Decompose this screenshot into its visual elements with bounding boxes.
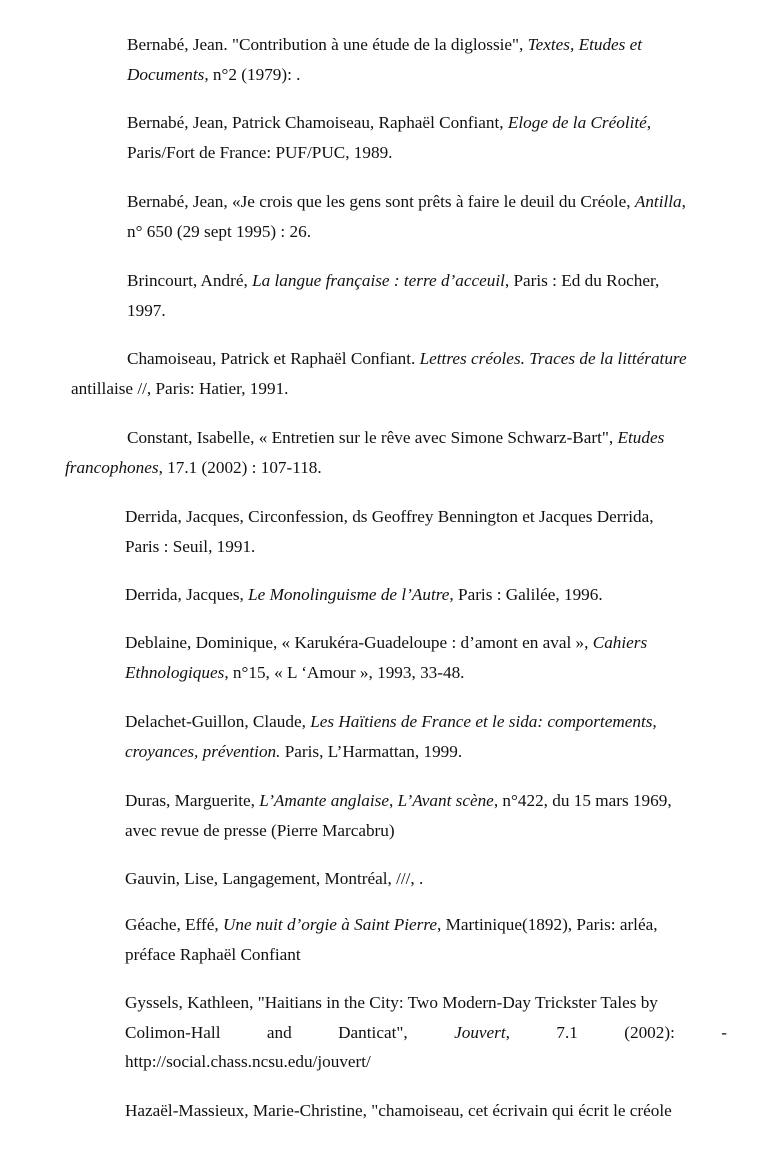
- bib-entry-brincourt: [127, 266, 727, 325]
- entry-text: , 17.1 (2002) : 107-118.: [158, 457, 322, 477]
- entry-line: préface Raphaël Confiant: [125, 944, 301, 964]
- entry-title: Les Haïtiens de France et le sida: comportements,: [310, 712, 657, 731]
- entry-line: [127, 60, 727, 90]
- entry-text: Gauvin, Lise, Langagement, Montréal, ///, .: [125, 869, 424, 888]
- entry-text: , n°15, « L ‘Amour », 1993, 33-48.: [224, 662, 465, 682]
- entry-line: Paris/Fort de France: PUF/PUC, 1989.: [127, 142, 393, 162]
- entry-title: Antilla: [634, 192, 682, 211]
- entry-text: Gyssels, Kathleen, "Haitians in the City: Two Modern-Day Trickster Tales by: [125, 993, 658, 1012]
- entry-url: http://social.chass.ncsu.edu/jouvert/: [125, 1052, 371, 1071]
- entry-text: , Paris : Galilée, 1996.: [449, 585, 603, 604]
- bib-entry-constant: [65, 423, 727, 482]
- entry-line: [125, 1018, 727, 1048]
- entry-line: [125, 737, 727, 767]
- entry-text: , 7.1 (2002): -: [505, 1022, 728, 1042]
- entry-text: Constant, Isabelle, « Entretien sur le rêve avec Simone Schwarz-Bart",: [127, 428, 618, 447]
- entry-line: 1997.: [127, 300, 166, 320]
- entry-title: Eloge de la Créolité: [507, 113, 647, 132]
- entry-text: Delachet-Guillon, Claude,: [125, 712, 311, 731]
- entry-line: [125, 658, 727, 688]
- entry-title: La langue française : terre d’acceuil: [252, 271, 505, 290]
- bib-entry-bernabe-1979: [127, 30, 727, 89]
- entry-text: , Paris: Hatier, 1991.: [146, 378, 289, 398]
- entry-line: avec revue de presse (Pierre Marcabru): [125, 820, 395, 840]
- entry-title: Jouvert: [454, 1022, 506, 1042]
- entry-text: , Martinique(1892), Paris: arléa,: [437, 915, 658, 934]
- entry-text: Bernabé, Jean, Patrick Chamoiseau, Raphaël Confiant,: [127, 113, 508, 132]
- entry-title: Cahiers: [592, 633, 648, 652]
- bib-entry-gyssels: [125, 988, 727, 1077]
- entry-title: Textes, Etudes et: [527, 35, 643, 54]
- entry-text: Paris, L’Harmattan, 1999.: [280, 741, 463, 761]
- entry-title: croyances, prévention.: [125, 741, 281, 761]
- entry-title: Etudes: [617, 428, 665, 447]
- bib-entry-delachet-guillon: [125, 707, 727, 766]
- entry-text: Chamoiseau, Patrick et Raphaël Confiant.: [127, 349, 420, 368]
- entry-title: Documents: [127, 64, 205, 84]
- bib-entry-hazael-massieux: [125, 1096, 727, 1126]
- entry-text: , n°2 (1979): .: [204, 64, 301, 84]
- entry-text: Colimon-Hall and Danticat",: [125, 1022, 455, 1042]
- entry-line: Paris : Seuil, 1991.: [125, 536, 256, 556]
- bib-entry-bernabe-1995: [127, 187, 727, 246]
- entry-text: Derrida, Jacques,: [125, 585, 249, 604]
- entry-line: n° 650 (29 sept 1995) : 26.: [127, 221, 311, 241]
- entry-text: ,: [681, 192, 686, 211]
- entry-text: Bernabé, Jean, «Je crois que les gens sont prêts à faire le deuil du Créole,: [127, 192, 635, 211]
- entry-title: Une nuit d’orgie à Saint Pierre: [222, 915, 437, 934]
- entry-text: Brincourt, André,: [127, 271, 253, 290]
- entry-text: antillaise //: [71, 378, 147, 398]
- entry-text: Bernabé, Jean. "Contribution à une étude de la diglossie",: [127, 35, 528, 54]
- entry-title: L’Avant scène: [397, 791, 494, 810]
- entry-text: , n°422, du 15 mars 1969,: [493, 791, 672, 810]
- entry-title: L’Amante anglaise: [259, 791, 389, 810]
- entry-title: Le Monolinguisme de l’Autre: [248, 585, 450, 604]
- bib-entry-deblaine: [125, 628, 727, 687]
- bib-entry-gauvin: [125, 864, 727, 894]
- entry-text: Géache, Effé,: [125, 915, 223, 934]
- entry-title: francophones: [65, 457, 159, 477]
- bib-entry-chamoiseau-confiant: [71, 344, 727, 403]
- entry-text: Deblaine, Dominique, « Karukéra-Guadeloupe : d’amont en aval »,: [125, 633, 593, 652]
- entry-line: [71, 374, 727, 404]
- entry-text: ,: [646, 113, 652, 132]
- bib-entry-geache: [125, 910, 727, 969]
- entry-text: Derrida, Jacques, Circonfession, ds Geoffrey Bennington et Jacques Derrida,: [125, 507, 654, 526]
- bib-entry-derrida-circonfession: [125, 502, 727, 561]
- bib-entry-derrida-monolinguisme: [125, 580, 727, 610]
- bib-entry-duras: [125, 786, 727, 845]
- entry-title: Lettres créoles. Traces de la littérature: [419, 349, 687, 368]
- entry-text: , Paris : Ed du Rocher,: [504, 271, 660, 290]
- entry-line: [65, 453, 727, 483]
- entry-title: Ethnologiques: [125, 662, 225, 682]
- bib-entry-bernabe-1989: [127, 108, 727, 167]
- entry-text: Hazaël-Massieux, Marie-Christine, "chamoiseau, cet écrivain qui écrit le créole: [125, 1101, 672, 1120]
- entry-text: Duras, Marguerite,: [125, 791, 260, 810]
- entry-text: ,: [388, 791, 398, 810]
